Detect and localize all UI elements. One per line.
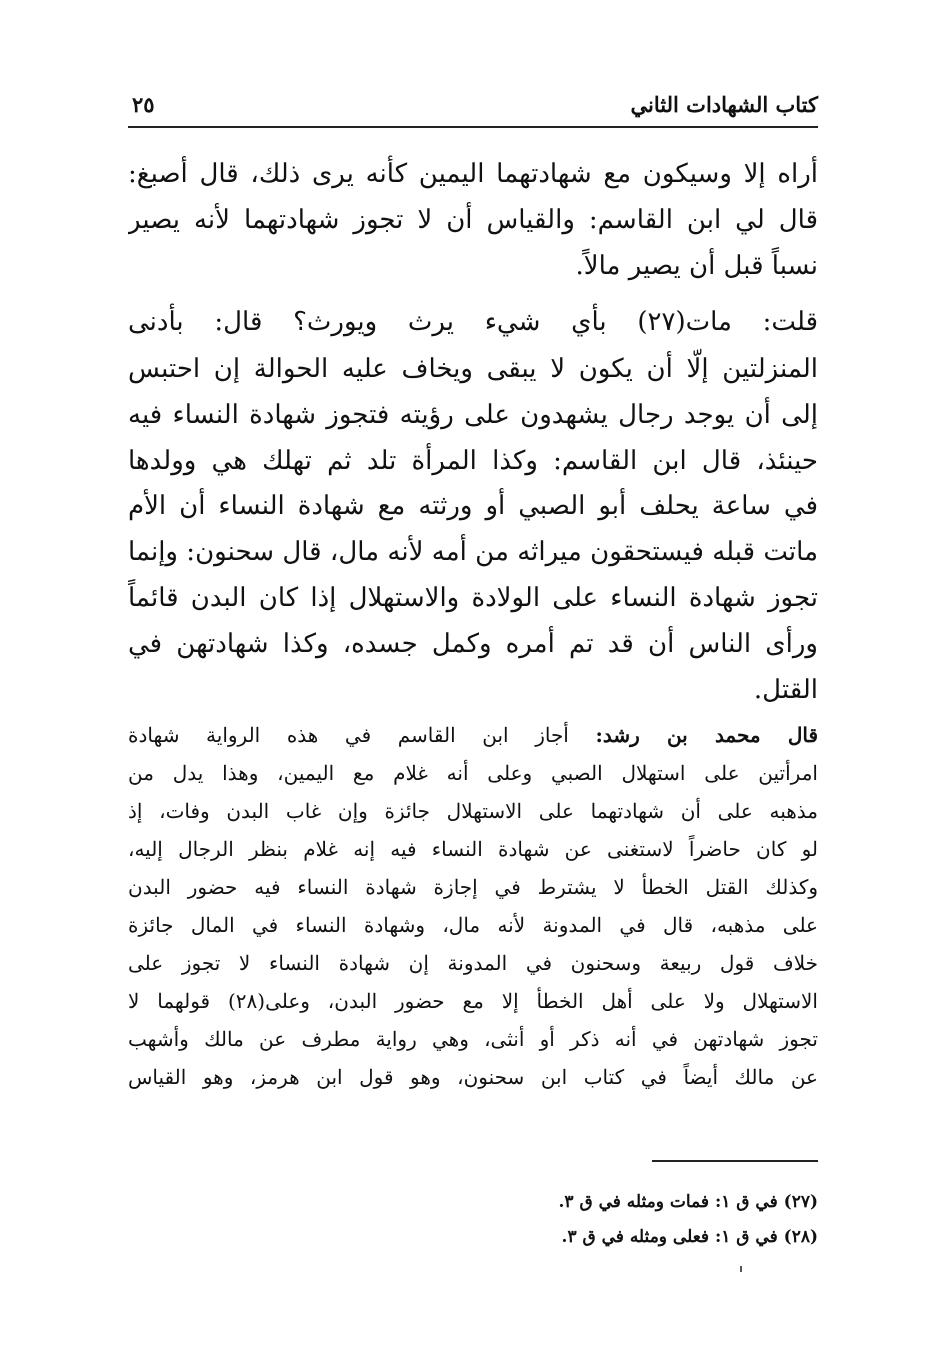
text-line: لو كان حاضراً لاستغنى عن شهادة النساء فيه إنه غلام بنظر الرجال إليه، <box>128 837 818 861</box>
scan-speck <box>740 1266 742 1272</box>
text-line: قال لي ابن القاسم: والقياس أن لا تجوز شهادتهما لأنه يصير <box>128 205 818 235</box>
running-title: كتاب الشهادات الثاني <box>630 92 818 117</box>
commentary-lead: قال محمد بن رشد: <box>595 723 818 747</box>
text-line: المنزلتين إلّا أن يكون لا يبقى ويخاف عليه الحوالة إن احتبس <box>128 354 818 384</box>
text-line: أراه إلا وسيكون مع شهادتهما اليمين كأنه يرى ذلك، قال أصبغ: <box>128 159 818 189</box>
text-line: إلى أن يوجد رجال يشهدون على رؤيته فتجوز شهادة النساء فيه <box>128 400 818 430</box>
text-line: ورأى الناس أن قد تم أمره وكمل جسده، وكذا شهادتهن في <box>128 629 818 659</box>
text-line: نسباً قبل أن يصير مالاً. <box>575 251 818 281</box>
text-line: مذهبه على أن شهادتهما على الاستهلال جائزة وإن غاب البدن وفات، إذ <box>128 799 818 823</box>
footnote: (٢٧) في ق ١: فمات ومثله في ق ٣. <box>558 1192 818 1212</box>
footnote-separator <box>652 1160 818 1162</box>
text-line: تجوز شهادتهن في أنه ذكر أو أنثى، وهي رواية مطرف عن مالك وأشهب <box>128 1027 818 1051</box>
text-line: ماتت قبله فيستحقون ميراثه من أمه لأنه مال، قال سحنون: وإنما <box>128 537 818 567</box>
text-line: قلت: مات(٢٧) بأي شيء يرث ويورث؟ قال: بأدنى <box>128 307 818 337</box>
text-line-rest: أجاز ابن القاسم في هذه الرواية شهادة <box>128 723 569 747</box>
footnote: (٢٨) في ق ١: فعلى ومثله في ق ٣. <box>561 1227 818 1247</box>
text-line: امرأتين على استهلال الصبي وعلى أنه غلام مع اليمين، وهذا يدل من <box>128 761 818 785</box>
text-line: حينئذ، قال ابن القاسم: وكذا المرأة تلد ثم تهلك هي وولدها <box>128 446 818 476</box>
text-line: في ساعة يحلف أبو الصبي أو ورثته مع شهادة النساء أن الأم <box>128 491 818 521</box>
page-header <box>128 86 818 128</box>
text-line: الاستهلال ولا على أهل الخطأ إلا مع حضور البدن، وعلى(٢٨) قولهما لا <box>128 989 818 1013</box>
text-line: القتل. <box>753 675 818 705</box>
text-line: وكذلك القتل الخطأ لا يشترط في إجازة شهادة النساء فيه حضور البدن <box>128 875 818 899</box>
text-line: على مذهبه، قال في المدونة لأنه مال، وشهادة النساء في المال جائزة <box>128 913 818 937</box>
text-line <box>128 716 818 754</box>
text-line: تجوز شهادة النساء على الولادة والاستهلال إذا كان البدن قائماً <box>128 583 818 613</box>
page-number: ٢٥ <box>132 92 155 117</box>
text-line: خلاف قول ربيعة وسحنون في المدونة إن شهادة النساء لا تجوز على <box>128 951 818 975</box>
text-line: عن مالك أيضاً في كتاب ابن سحنون، وهو قول ابن هرمز، وهو القياس <box>128 1065 818 1089</box>
